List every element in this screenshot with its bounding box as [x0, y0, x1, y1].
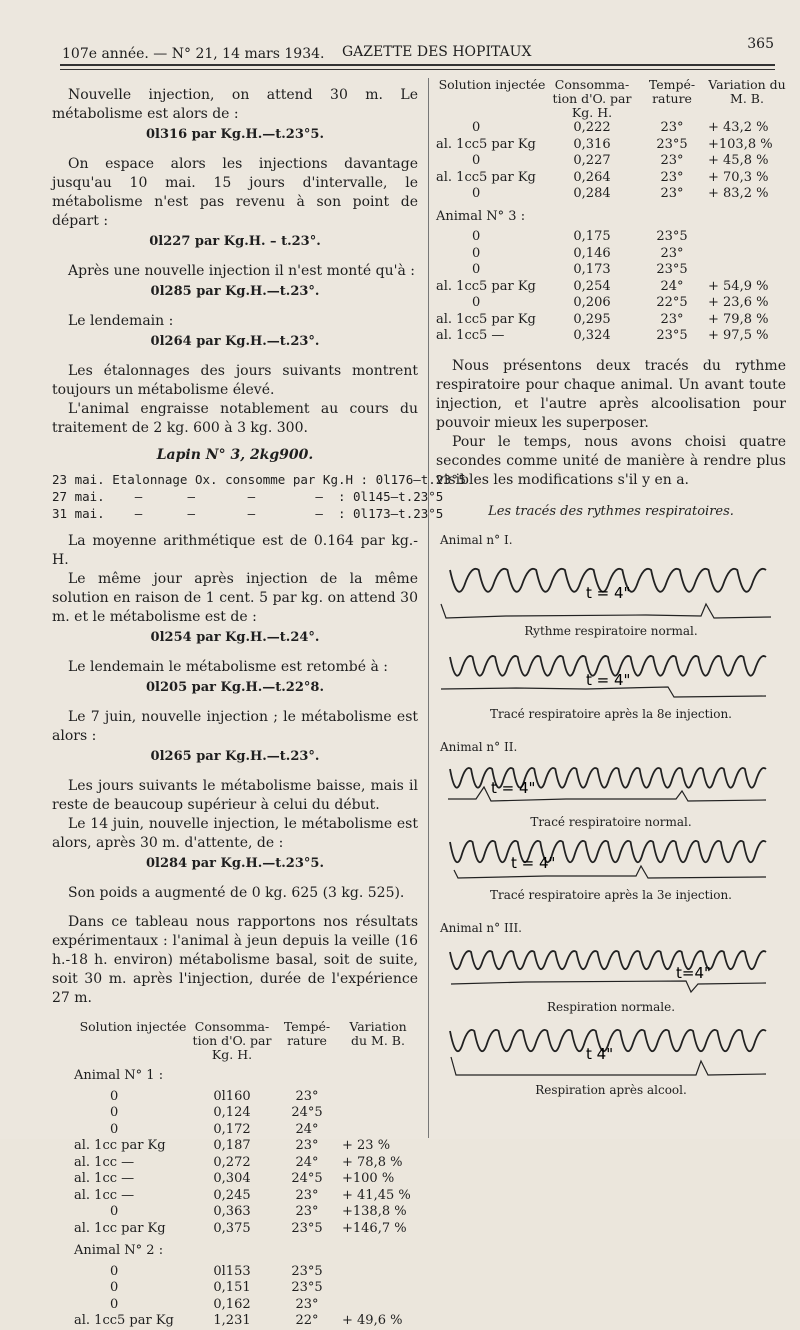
cell-consumption: 1,231	[213, 1313, 251, 1328]
cell-consumption: 0,284	[573, 186, 611, 201]
cell-solution: al. 1cc —	[74, 1187, 135, 1203]
measurement: 0l285 par Kg.H.—t.23°.	[150, 284, 320, 299]
journal-title: GAZETTE DES HOPITAUX	[342, 44, 532, 60]
cell-solution: al. 1cc par Kg	[74, 1220, 166, 1236]
cell-temperature: 23°5	[656, 229, 688, 244]
trace-caption: Tracé respiratoire après la 8e injection.	[489, 706, 732, 721]
cell-temperature: 23°	[295, 1204, 319, 1219]
paragraph: La moyenne arithmétique est de 0.164 par kg.-H.	[52, 533, 418, 568]
cell-solution: 0	[110, 1296, 119, 1312]
cell-variation: +100 %	[342, 1171, 395, 1186]
cell-temperature: 22°	[295, 1313, 319, 1328]
col-header-consumption: Consomma-tion d'O. par Kg. H.	[552, 77, 632, 120]
time-label: t = 4"	[511, 853, 556, 872]
table-row	[436, 246, 786, 263]
col-header-temperature: Tempé-rature	[648, 77, 696, 106]
table-row	[74, 1105, 414, 1122]
cell-solution: al. 1cc —	[74, 1171, 135, 1186]
cell-temperature: 23°	[295, 1296, 319, 1312]
cell-variation: + 97,5 %	[708, 328, 769, 343]
table-row	[436, 170, 786, 187]
trace-caption: Tracé respiratoire normal.	[530, 814, 692, 829]
cell-variation	[342, 1264, 414, 1281]
cell-variation: + 41,45 %	[342, 1187, 411, 1203]
cell-temperature: 23°	[660, 120, 684, 135]
cell-variation	[342, 1105, 414, 1122]
cell-consumption: 0,324	[573, 328, 611, 343]
time-label: t 4"	[586, 1044, 614, 1063]
table-row	[436, 120, 786, 137]
time-label: t=4"	[676, 963, 711, 982]
cell-temperature: 24°5	[291, 1105, 323, 1120]
cell-consumption: 0,206	[573, 295, 611, 310]
cell-consumption: 0,187	[213, 1138, 251, 1153]
measurement: 0l316 par Kg.H.—t.23°5.	[146, 127, 324, 142]
time-label: t = 4"	[586, 670, 631, 689]
trace-caption: Respiration après alcool.	[535, 1082, 687, 1097]
cell-solution: al. 1cc5 par Kg	[436, 136, 536, 152]
respiration-trace	[436, 940, 776, 996]
cell-temperature: 24°	[295, 1154, 319, 1170]
calibration-line: 31 mai. — — — — : 0l173—t.23°5	[52, 506, 444, 521]
paragraph: Le 14 juin, nouvelle injection, le métabolisme est alors, après 30 m. d'attente, de :	[52, 816, 418, 851]
respiration-trace	[436, 641, 776, 703]
cell-temperature: 23°	[295, 1088, 319, 1104]
cell-variation	[342, 1297, 414, 1314]
cell-temperature: 23°5	[656, 136, 688, 152]
cell-variation	[342, 1122, 414, 1139]
table-row	[74, 1204, 414, 1221]
table-row	[436, 328, 786, 345]
cell-variation: + 70,3 %	[708, 169, 769, 185]
cell-consumption: 0l160	[213, 1088, 251, 1104]
time-label: t = 4"	[586, 583, 631, 602]
cell-solution: 0	[472, 153, 481, 168]
cell-temperature: 23°5	[291, 1280, 323, 1295]
cell-solution: 0	[110, 1088, 119, 1104]
cell-consumption: 0,151	[213, 1280, 251, 1295]
cell-variation: + 83,2 %	[708, 186, 769, 201]
measurement: 0l265 par Kg.H.—t.23°.	[150, 749, 320, 764]
animal-label: Animal n° I.	[440, 532, 513, 547]
table-row	[74, 1188, 414, 1205]
table-row	[436, 229, 786, 246]
cell-consumption: 0,245	[213, 1187, 251, 1203]
trace-caption: Rythme respiratoire normal.	[524, 623, 698, 638]
cell-consumption: 0,146	[573, 245, 611, 261]
measurement: 0l254 par Kg.H.—t.24°.	[150, 630, 320, 645]
trace-caption: Respiration normale.	[546, 999, 676, 1014]
table-row	[74, 1264, 414, 1281]
table-row	[74, 1155, 414, 1172]
table-row	[74, 1297, 414, 1314]
cell-temperature: 23°5	[656, 262, 688, 277]
cell-consumption: 0,316	[573, 136, 611, 152]
cell-temperature: 23°	[295, 1187, 319, 1203]
cell-variation: +146,7 %	[342, 1220, 407, 1236]
cell-variation: + 49,6 %	[342, 1313, 403, 1328]
issue-info: 107e année. — N° 21, 14 mars 1934.	[62, 46, 325, 62]
cell-consumption: 0,254	[573, 278, 611, 294]
cell-temperature: 23°	[660, 153, 684, 168]
respiration-trace	[436, 1017, 776, 1079]
results-table-right	[436, 78, 786, 345]
cell-consumption: 0,172	[213, 1121, 251, 1137]
cell-solution: 0	[472, 295, 481, 310]
section-heading: Les tracés des rythmes respiratoires.	[488, 503, 734, 519]
cell-variation: + 79,8 %	[708, 311, 769, 327]
animal-label: Animal n° II.	[440, 739, 518, 754]
cell-solution: 0	[110, 1121, 119, 1137]
cell-solution: 0	[472, 186, 481, 201]
cell-temperature: 23°	[295, 1138, 319, 1153]
paragraph: Nouvelle injection, on attend 30 m. Le métabolisme est alors de :	[52, 87, 418, 122]
paragraph: Le 7 juin, nouvelle injection ; le métabolisme est alors :	[52, 709, 418, 744]
measurement: 0l284 par Kg.H.—t.23°5.	[146, 856, 324, 871]
left-column	[52, 86, 466, 1330]
cell-solution: al. 1cc5 par Kg	[74, 1313, 174, 1328]
page-header	[62, 36, 780, 66]
cell-temperature: 23°5	[656, 328, 688, 343]
animal-label: Animal N° 3 :	[436, 208, 526, 224]
table-row	[74, 1221, 414, 1238]
cell-variation	[708, 229, 786, 246]
cell-solution: 0	[110, 1280, 119, 1295]
cell-solution: al. 1cc5 par Kg	[436, 169, 536, 185]
cell-consumption: 0,295	[573, 311, 611, 327]
paragraph: Le lendemain le métabolisme est retombé à :	[68, 659, 388, 675]
cell-solution: al. 1cc par Kg	[74, 1138, 166, 1153]
header-rule	[60, 64, 775, 66]
paragraph: L'animal engraisse notablement au cours du traitement de 2 kg. 600 à 3 kg. 300.	[52, 401, 418, 436]
paragraph: Après une nouvelle injection il n'est monté qu'à :	[68, 263, 415, 279]
paragraph: Nous présentons deux tracés du rythme respiratoire pour chaque animal. Un avant toute injection, et l'autre après alcoolisation pour pouvoir mieux les superposer.	[436, 357, 786, 431]
cell-temperature: 23°	[660, 311, 684, 327]
page-number: 365	[747, 36, 774, 52]
respiration-trace	[436, 832, 776, 884]
col-header-consumption: Consomma-tion d'O. par Kg. H.	[192, 1019, 272, 1062]
time-label: t = 4"	[491, 778, 536, 797]
cell-solution: al. 1cc5 par Kg	[436, 311, 536, 327]
cell-consumption: 0,173	[573, 262, 611, 277]
cell-solution: 0	[110, 1105, 119, 1120]
cell-variation: + 45,8 %	[708, 153, 769, 168]
col-header-solution: Solution injectée	[438, 77, 546, 92]
col-header-variation: Variation du M. B.	[708, 77, 786, 106]
col-header-solution: Solution injectée	[79, 1019, 187, 1034]
cell-temperature: 22°5	[656, 295, 688, 310]
cell-solution: 0	[472, 262, 481, 277]
cell-consumption: 0,124	[213, 1105, 251, 1120]
cell-solution: 0	[110, 1204, 119, 1219]
cell-variation: + 23,6 %	[708, 295, 769, 310]
table-row	[436, 312, 786, 329]
table-row	[436, 137, 786, 154]
cell-temperature: 23°	[660, 186, 684, 201]
cell-variation	[708, 262, 786, 279]
table-row	[74, 1122, 414, 1139]
table-row	[74, 1138, 414, 1155]
cell-variation	[342, 1089, 414, 1106]
cell-consumption: 0,272	[213, 1154, 251, 1170]
table-row	[74, 1089, 414, 1106]
cell-solution: 0	[472, 229, 481, 244]
cell-variation	[342, 1280, 414, 1297]
cell-variation: +138,8 %	[342, 1204, 407, 1219]
paragraph: On espace alors les injections davantage jusqu'au 10 mai. 15 jours d'intervalle, le métabolisme n'est pas revenu à son point de départ :	[52, 156, 418, 229]
cell-variation: + 54,9 %	[708, 278, 769, 294]
rabbit-heading: Lapin N° 3, 2kg900.	[156, 447, 314, 463]
table-row	[436, 279, 786, 296]
col-header-variation: Variation du M. B.	[349, 1019, 407, 1048]
measurement: 0l227 par Kg.H. – t.23°.	[149, 234, 321, 249]
cell-consumption: 0,363	[213, 1204, 251, 1219]
cell-solution: 0	[472, 245, 481, 261]
table-row	[74, 1280, 414, 1297]
table-row	[436, 262, 786, 279]
measurement: 0l264 par Kg.H.—t.23°.	[150, 334, 320, 349]
column-divider	[428, 78, 429, 1138]
table-row	[436, 153, 786, 170]
paragraph: Dans ce tableau nous rapportons nos résultats expérimentaux : l'animal à jeun depuis la veille (16 h.-18 h. environ) métabolisme basal, soit de suite, soit 30 m. après l'injection, durée de l'expérience 27 m.	[52, 914, 418, 1006]
cell-solution: al. 1cc5 —	[436, 328, 505, 343]
cell-consumption: 0,227	[573, 153, 611, 168]
cell-consumption: 0,264	[573, 169, 611, 185]
animal-label: Animal n° III.	[440, 920, 522, 935]
paragraph: Le lendemain :	[68, 313, 174, 329]
table-row	[436, 186, 786, 203]
trace-caption: Tracé respiratoire après la 3e injection.	[489, 887, 732, 902]
cell-temperature: 24°	[660, 278, 684, 294]
calibration-line: 23 mai. Etalonnage Ox. consomme par Kg.H : 0l176—t.23°5	[52, 472, 466, 487]
cell-solution: al. 1cc —	[74, 1154, 135, 1170]
respiration-trace	[436, 759, 776, 811]
right-column	[436, 78, 786, 1100]
calibration-list	[52, 471, 466, 522]
respiration-trace	[436, 552, 776, 620]
cell-consumption: 0,175	[573, 229, 611, 244]
cell-solution: al. 1cc5 par Kg	[436, 278, 536, 294]
cell-solution: 0	[472, 120, 481, 135]
cell-solution: 0	[110, 1263, 119, 1279]
cell-variation: + 78,8 %	[342, 1154, 403, 1170]
cell-consumption: 0l153	[213, 1263, 251, 1279]
table-row	[74, 1313, 414, 1330]
results-table-left	[74, 1020, 414, 1330]
cell-variation	[708, 246, 786, 263]
cell-temperature: 23°	[660, 245, 684, 261]
cell-temperature: 24°5	[291, 1171, 323, 1186]
paragraph: Le même jour après injection de la même solution en raison de 1 cent. 5 par kg. on attend 30 m. et le métabolisme est de :	[52, 571, 418, 625]
cell-variation: + 23 %	[342, 1138, 391, 1153]
cell-consumption: 0,304	[213, 1171, 251, 1186]
col-header-temperature: Tempé-rature	[283, 1019, 331, 1048]
cell-variation: +103,8 %	[708, 136, 773, 152]
measurement: 0l205 par Kg.H.—t.22°8.	[146, 680, 324, 695]
cell-temperature: 23°5	[291, 1220, 323, 1236]
animal-label: Animal N° 1 :	[74, 1068, 164, 1083]
animal-label: Animal N° 2 :	[74, 1243, 164, 1258]
table-row	[74, 1171, 414, 1188]
cell-temperature: 23°	[660, 169, 684, 185]
header-rule-thin	[60, 69, 775, 70]
cell-consumption: 0,222	[573, 120, 611, 135]
cell-consumption: 0,162	[213, 1296, 251, 1312]
paragraph: Son poids a augmenté de 0 kg. 625 (3 kg. 525).	[68, 885, 405, 901]
cell-variation: + 43,2 %	[708, 120, 769, 135]
cell-temperature: 24°	[295, 1121, 319, 1137]
paragraph: Les jours suivants le métabolisme baisse, mais il reste de beaucoup supérieur à celui du début.	[52, 778, 418, 813]
paragraph: Les étalonnages des jours suivants montrent toujours un métabolisme élevé.	[52, 363, 418, 398]
table-row	[436, 295, 786, 312]
paragraph: Pour le temps, nous avons choisi quatre secondes comme unité de manière à rendre plus visibles les modifications s'il y en a.	[436, 433, 786, 488]
cell-consumption: 0,375	[213, 1220, 251, 1236]
calibration-line: 27 mai. — — — — : 0l145—t.23°5	[52, 489, 444, 504]
cell-temperature: 23°5	[291, 1263, 323, 1279]
